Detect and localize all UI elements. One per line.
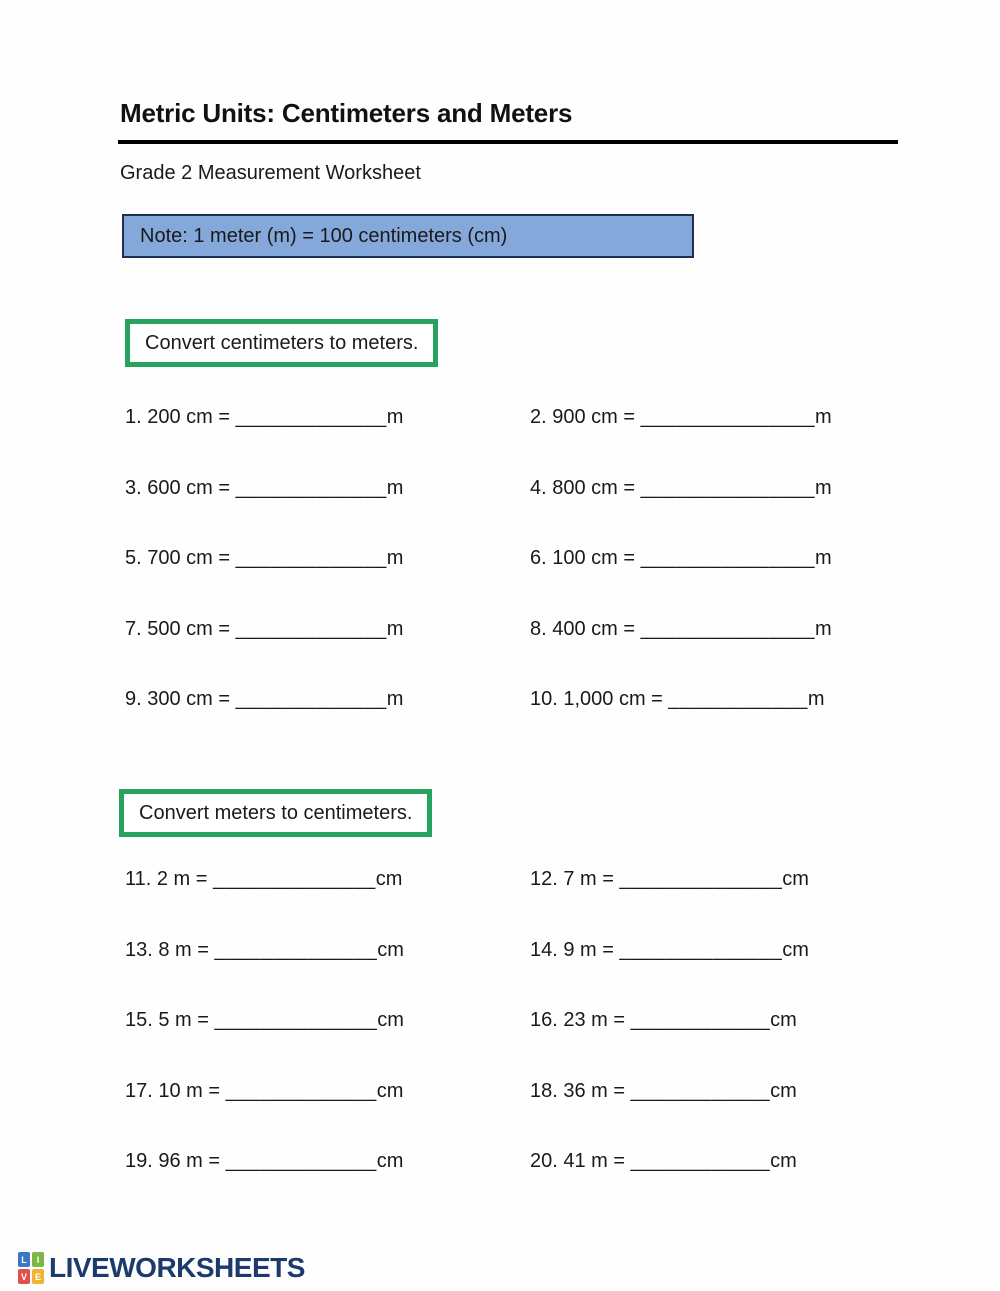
problem-20: [530, 1150, 885, 1221]
unit-label: m: [814, 547, 832, 569]
logo-tile-E: E: [32, 1269, 44, 1284]
answer-blank[interactable]: _____________: [235, 406, 387, 428]
problem-label: 10. 1,000 cm =: [530, 688, 669, 710]
unit-label: cm: [770, 1009, 797, 1031]
section1-instruction-text: Convert centimeters to meters.: [145, 332, 419, 354]
problem-3: [125, 477, 530, 548]
problem-19: [125, 1150, 530, 1221]
unit-label: m: [807, 688, 825, 710]
answer-blank[interactable]: _____________: [235, 688, 387, 710]
unit-label: cm: [770, 1150, 797, 1172]
section2-instruction-text: Convert meters to centimeters.: [139, 802, 413, 824]
liveworksheets-footer-link[interactable]: [18, 1252, 305, 1284]
note-box: [122, 214, 694, 258]
unit-label: cm: [376, 1150, 404, 1172]
problem-label: 1. 200 cm =: [125, 406, 236, 428]
answer-blank[interactable]: ____________: [668, 688, 808, 710]
unit-label: m: [814, 406, 832, 428]
section2-instruction-box: [119, 789, 432, 837]
answer-blank[interactable]: _____________: [225, 1150, 377, 1172]
page-title: Metric Units: Centimeters and Meters: [120, 98, 573, 128]
problem-label: 2. 900 cm =: [530, 406, 641, 428]
problem-6: [530, 547, 885, 618]
note-text: Note: 1 meter (m) = 100 centimeters (cm): [140, 225, 508, 247]
worksheet-subtitle: Grade 2 Measurement Worksheet: [120, 162, 421, 184]
unit-label: cm: [377, 938, 404, 961]
answer-blank[interactable]: ______________: [619, 938, 783, 961]
problem-label: 14. 9 m =: [530, 938, 620, 961]
unit-label: cm: [770, 1079, 797, 1102]
problem-label: 17. 10 m =: [125, 1079, 226, 1102]
problem-18: [530, 1080, 885, 1151]
problem-label: 18. 36 m =: [530, 1079, 631, 1102]
logo-tile-V: V: [18, 1269, 30, 1284]
answer-blank[interactable]: ______________: [213, 868, 376, 890]
problem-label: 3. 600 cm =: [125, 476, 236, 499]
logo-tile-I: I: [32, 1252, 44, 1267]
unit-label: m: [386, 406, 404, 428]
problem-17: [125, 1080, 530, 1151]
problem-8: [530, 618, 885, 689]
answer-blank[interactable]: ____________: [630, 1150, 771, 1172]
problem-5: [125, 547, 530, 618]
problem-2: [530, 406, 885, 477]
answer-blank[interactable]: ____________: [630, 1009, 771, 1031]
brand-name: LIVEWORKSHEETS: [49, 1252, 305, 1283]
liveworksheets-logo-icon: [18, 1252, 44, 1284]
problem-9: [125, 688, 530, 759]
unit-label: m: [814, 476, 832, 499]
answer-blank[interactable]: _____________: [235, 476, 387, 499]
unit-label: m: [386, 617, 404, 640]
problem-11: [125, 868, 530, 939]
problem-16: [530, 1009, 885, 1080]
section1-instruction-box: [125, 319, 438, 367]
unit-label: cm: [377, 1009, 404, 1031]
answer-blank[interactable]: _______________: [640, 547, 815, 569]
unit-label: cm: [376, 1079, 404, 1102]
problem-label: 13. 8 m =: [125, 938, 215, 961]
problem-label: 15. 5 m =: [125, 1009, 215, 1031]
section1-problems: [125, 406, 885, 759]
problem-7: [125, 618, 530, 689]
problem-label: 19. 96 m =: [125, 1150, 226, 1172]
problem-label: 7. 500 cm =: [125, 617, 236, 640]
title-underline: [118, 140, 898, 144]
problem-1: [125, 406, 530, 477]
answer-blank[interactable]: _____________: [235, 547, 387, 569]
unit-label: cm: [782, 938, 809, 961]
problem-label: 11. 2 m =: [125, 868, 214, 890]
problem-13: [125, 939, 530, 1010]
section2-problems: [125, 868, 885, 1221]
problem-label: 5. 700 cm =: [125, 547, 236, 569]
problem-12: [530, 868, 885, 939]
problem-label: 4. 800 cm =: [530, 476, 641, 499]
problem-14: [530, 939, 885, 1010]
problem-label: 9. 300 cm =: [125, 688, 236, 710]
unit-label: cm: [782, 868, 809, 890]
unit-label: m: [386, 547, 404, 569]
problem-10: [530, 688, 885, 759]
unit-label: cm: [375, 868, 403, 890]
answer-blank[interactable]: _____________: [235, 617, 387, 640]
problem-label: 8. 400 cm =: [530, 617, 641, 640]
unit-label: m: [386, 688, 404, 710]
answer-blank[interactable]: ______________: [214, 1009, 378, 1031]
problem-15: [125, 1009, 530, 1080]
unit-label: m: [386, 476, 404, 499]
answer-blank[interactable]: ______________: [619, 868, 783, 890]
answer-blank[interactable]: ____________: [630, 1079, 771, 1102]
answer-blank[interactable]: _______________: [640, 617, 815, 640]
answer-blank[interactable]: _____________: [225, 1079, 377, 1102]
unit-label: m: [814, 617, 832, 640]
answer-blank[interactable]: ______________: [214, 938, 378, 961]
answer-blank[interactable]: _______________: [640, 406, 815, 428]
logo-tile-L: L: [18, 1252, 30, 1267]
problem-label: 6. 100 cm =: [530, 547, 641, 569]
problem-4: [530, 477, 885, 548]
problem-label: 20. 41 m =: [530, 1150, 631, 1172]
answer-blank[interactable]: _______________: [640, 476, 815, 499]
problem-label: 16. 23 m =: [530, 1009, 631, 1031]
problem-label: 12. 7 m =: [530, 868, 620, 890]
